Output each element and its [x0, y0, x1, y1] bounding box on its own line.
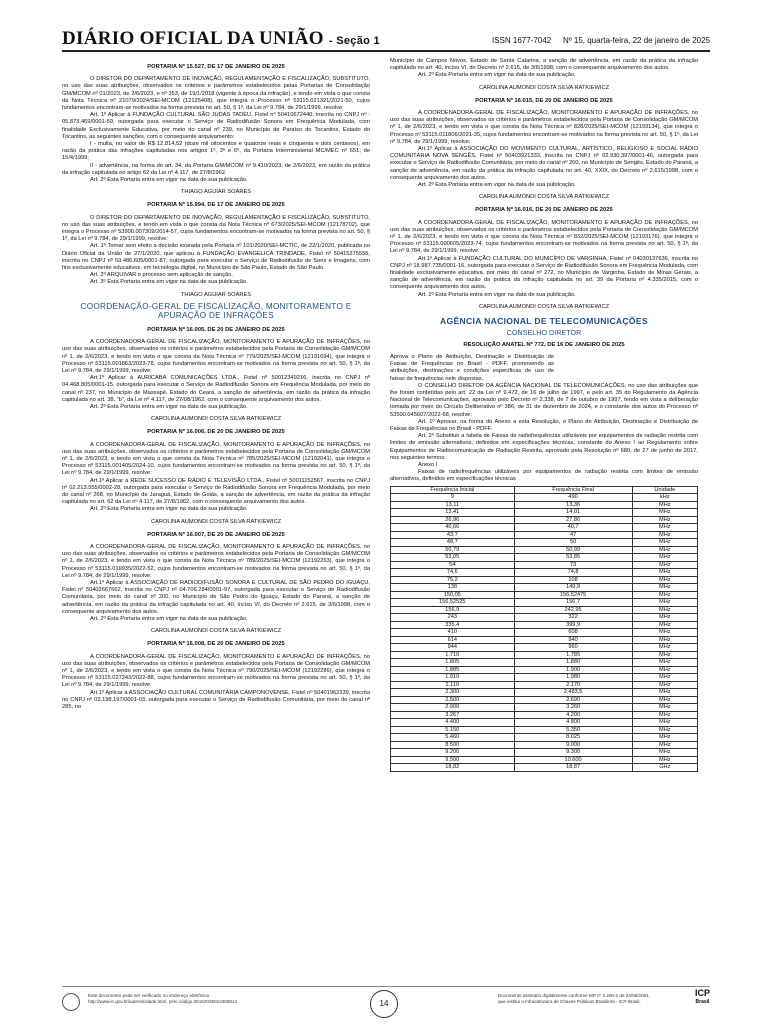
table-row — [391, 561, 698, 569]
signature: CAROLINA AUMONDI COSTA SILVA RATKIEWICZ — [150, 518, 282, 525]
table-row — [391, 734, 698, 742]
start-frequency-cell: 43,7 — [391, 531, 515, 539]
table-row — [391, 666, 698, 674]
paragraph: Art.1º Aplicar à REDE SUCESSO DE RÁDIO E TELEVISÃO LTDA., Fistel nº 50011152567, inscrita no CNPJ nº 02.213.555/0002-28, outorgada para executar o Serviço de Radiodifusão Sonora em Frequência Modulada, por meio do canal nº 268, no Município de Jaraguá, Estado de Goiás, a sanção de advertência, em razão da prática da infração capitulada no art. 62 da Lei nº 4.117, de 27/8/1962, com o consequente arquivamento dos autos. — [62, 477, 370, 506]
unit-cell: MHz — [632, 704, 697, 712]
page-footer — [62, 986, 710, 1017]
unit-cell: MHz — [632, 606, 697, 614]
end-frequency-cell: 50 — [514, 539, 632, 547]
table-row — [391, 726, 698, 734]
portaria-title: PORTARIA Nº 15.527, DE 17 DE JANEIRO DE 2025 — [147, 64, 285, 70]
paragraph: O DIRETOR DO DEPARTAMENTO DE INOVAÇÃO, REGULAMENTAÇÃO E FISCALIZAÇÃO, SUBSTITUTO, no uso das suas atribuições, observados os critérios e parâmetros estabelecidos pelas Portarias de Consolidação GM/MCOM nº 01/2023, de 2/6/2023, e nº 353, de 19/1/2018 (vigente à época da infração), e tendo em vista o que consta da Nota Técnica nº 21079/2024/SEI-MCOM (12125408), que integra o Processo nº 53115.021321/2021-50, cujos fundamentos encontram-se motivados na forma prevista no art. 50, § 1º, da Lei nº 9.784, de 29/1/1999, resolve: — [62, 76, 370, 112]
table-row — [391, 524, 698, 532]
section-label: - Seção 1 — [328, 35, 380, 47]
start-frequency-cell: 2.110 — [391, 681, 515, 689]
end-frequency-cell: 8.025 — [514, 734, 632, 742]
start-frequency-cell: 156,52525 — [391, 599, 515, 607]
unit-cell: MHz — [632, 561, 697, 569]
table-row — [391, 621, 698, 629]
table-row — [391, 501, 698, 509]
unit-cell: MHz — [632, 516, 697, 524]
unit-cell: MHz — [632, 636, 697, 644]
portaria-title: PORTARIA Nº 16.008, DE 20 DE JANEIRO DE 2025 — [147, 641, 285, 648]
end-frequency-cell: 74,8 — [514, 569, 632, 577]
start-frequency-cell: 9 — [391, 494, 515, 502]
unit-cell: MHz — [632, 621, 697, 629]
start-frequency-cell: 150,05 — [391, 591, 515, 599]
paragraph: A COORDENADORA-GERAL DE FISCALIZAÇÃO, MONITORAMENTO E APURAÇÃO DE INFRAÇÕES, no uso das suas atribuições, observados os critérios e parâmetros estabelecidos pela Portaria de Consolidação GM/MCOM nº 1, de 2/6/2023, e tendo em vista o que consta da Nota Técnica nº 790/2025/SEI-MCOM (12192286), que integra o Processo nº 53115.027243/2022-88, cujos fundamentos encontram-se motivados na forma prevista no art. 50, § 1º, da Lei nº 9.784, de 29/1/1999, resolve: — [62, 653, 370, 689]
signature: CAROLINA AUMONDI COSTA SILVA RATKIEWICZ — [478, 194, 610, 201]
table-row — [391, 591, 698, 599]
end-frequency-cell: 108 — [514, 576, 632, 584]
start-frequency-cell: 9.500 — [391, 756, 515, 764]
paragraph: A COORDENADORA-GERAL DE FISCALIZAÇÃO, MONITORAMENTO E APURAÇÃO DE INFRAÇÕES, no uso das suas atribuições, observados os critérios e parâmetros estabelecidos pela Portaria de Consolidação GM/MCOM nº 1, de 2/6/2023, e tendo em vista o que consta da Nota Técnica nº 828/2025/SEI-MCOM (12193134), que integra o Processo nº 53115.011806/2021-35, cujos fundamentos encontram-se motivados na forma prevista no art. 50, § 1º, da Lei nº 9.784, de 29/1/1999, resolve: — [390, 110, 698, 145]
right-column — [390, 58, 698, 772]
table-row — [391, 554, 698, 562]
table-row — [391, 681, 698, 689]
resolution-summary: Aprova o Plano de Atribuição, Destinação e Distribuição de Faixas de Frequências no Brasil - PDFF, promovendo as atribuições, destinações e condições específicas de uso de faixas de frequências nele dispostas. — [390, 354, 554, 382]
end-frequency-cell: 2.170 — [514, 681, 632, 689]
paragraph: Art. 2º Esta Portaria entra em vigor na data de sua publicação. — [90, 177, 248, 184]
start-frequency-cell: 243 — [391, 614, 515, 622]
paragraph: Art. 2º Esta Portaria entra em vigor na data de sua publicação. — [90, 403, 248, 410]
signature-note — [498, 993, 650, 1005]
unit-cell: MHz — [632, 741, 697, 749]
start-frequency-cell: 410 — [391, 629, 515, 637]
paragraph: A COORDENADORA-GERAL DE FISCALIZAÇÃO, MONITORAMENTO E APURAÇÃO DE INFRAÇÕES, no uso das suas atribuições, observados os critérios e parâmetros estabelecidos pela Portaria de Consolidação GM/MCOM nº 1, de 2/6/2023, e tendo em vista o que consta da Nota Técnica nº 785/2025/SEI-MCOM (12192041), que integra o Processo nº 53115.001405/2024-10, cujos fundamentos encontram-se motivados na forma prevista no art. 50, § 1º, da Lei nº 9.784, de 29/1/1999, resolve: — [62, 441, 370, 477]
table-row — [391, 614, 698, 622]
start-frequency-cell: 26,96 — [391, 516, 515, 524]
unit-cell: MHz — [632, 599, 697, 607]
start-frequency-cell: 156,9 — [391, 606, 515, 614]
signature: CAROLINA AUMONDI COSTA SILVA RATKIEWICZ — [150, 628, 282, 635]
start-frequency-cell: 74,6 — [391, 569, 515, 577]
unit-cell: MHz — [632, 674, 697, 682]
table-header-row — [391, 486, 698, 494]
end-frequency-cell: 2.483,5 — [514, 689, 632, 697]
paragraph: Art. 2º ARQUIVAR o processo sem aplicação de sanção. — [90, 272, 233, 279]
table-row — [391, 629, 698, 637]
end-frequency-cell: 9.000 — [514, 741, 632, 749]
column-header: Frequência Inicial — [391, 486, 515, 494]
signature-note-line: Documento assinado digitalmente conforme MP nº 2.200-2 de 24/08/2001, — [498, 993, 651, 998]
paragraph: Art.1º Aplicar à AURICABA COMUNICAÇÕES LTDA., Fistel nº 50012349216, inscrita no CNPJ nº 04.468.805/0001-15, outorgada para executar o Serviço de Radiodifusão Sonora em Frequência Modulada, por meio do canal nº 237, no Município de Massapê, Estado do Ceará, a sanção de advertência, em razão da prática da infração capitulada no art. 38, "b", da Lei nº 4.117, de 27/08/1962, com o consequente arquivamento dos autos. — [62, 375, 370, 403]
paragraph: II - advertência, na forma do art. 34, da Portaria GM/MCOM nº 9.410/2023, de 2/6/2023, em razão da prática da infração capitulada no artigo 62 da Lei nº 4.117, de 27/8/1962. — [62, 162, 370, 176]
unit-cell: MHz — [632, 524, 697, 532]
table-row — [391, 576, 698, 584]
unit-cell: MHz — [632, 576, 697, 584]
end-frequency-cell: 5.350 — [514, 726, 632, 734]
unit-cell: MHz — [632, 591, 697, 599]
end-frequency-cell: 1.980 — [514, 674, 632, 682]
signature: THIAGO AGUIAR SOARES — [180, 189, 252, 196]
end-frequency-cell: 960 — [514, 644, 632, 652]
unit-cell: MHz — [632, 689, 697, 697]
start-frequency-cell: 2.900 — [391, 704, 515, 712]
annex-label: Anexo I — [418, 462, 438, 469]
end-frequency-cell: 50,99 — [514, 546, 632, 554]
end-frequency-cell: 149,9 — [514, 584, 632, 592]
unit-cell: MHz — [632, 711, 697, 719]
unit-cell: MHz — [632, 726, 697, 734]
start-frequency-cell: 2.500 — [391, 696, 515, 704]
unit-cell: MHz — [632, 644, 697, 652]
table-row — [391, 651, 698, 659]
end-frequency-cell: 4.800 — [514, 719, 632, 727]
start-frequency-cell: 3.267 — [391, 711, 515, 719]
paragraph: Art. 3º Esta Portaria entra em vigor na data de sua publicação. — [90, 279, 248, 286]
paragraph: A COORDENADORA-GERAL DE FISCALIZAÇÃO, MONITORAMENTO E APURAÇÃO DE INFRAÇÕES, no uso das suas atribuições, observados os critérios e parâmetros estabelecidos pela Portaria de Consolidação GM/MCOM nº 1, de 2/6/2023, e tendo em vista o que consta da Nota Técnica nº 789/2025/SEI-MCOM (12192263), que integra o Processo nº 53115.019935/2022-52, cujos fundamentos encontram-se motivados na forma prevista no art. 50, § 1º, da Lei nº 9.784, de 29/1/1999, resolve: — [62, 543, 370, 579]
start-frequency-cell: 50,79 — [391, 546, 515, 554]
verification-link[interactable]: http://www.in.gov.br/autenticidade.html, pelo código 05152025012200014 — [88, 999, 238, 1004]
unit-cell: MHz — [632, 659, 697, 667]
table-row — [391, 606, 698, 614]
resolution-title: RESOLUÇÃO ANATEL Nº 772, DE 16 DE JANEIRO DE 2025 — [463, 341, 625, 348]
table-row — [391, 539, 698, 547]
end-frequency-cell: 156,7 — [514, 599, 632, 607]
start-frequency-cell: 1.805 — [391, 659, 515, 667]
end-frequency-cell: 47 — [514, 531, 632, 539]
icp-brasil-logo — [695, 989, 710, 1007]
table-row — [391, 764, 698, 772]
table-row — [391, 756, 698, 764]
end-frequency-cell: 156,52475 — [514, 591, 632, 599]
paragraph: Art. 2º Esta Portaria entra em vigor na data de sua publicação. — [90, 506, 248, 513]
paragraph: I - multa, no valor de R$ 12.814,52 (doze mil oitocentos e quatorze reais e cinquenta e dois centavos), em razão da prática das infrações capituladas nos artigos 1º, 3º e 6º, da Portaria Interministerial MC/MEC nº 651, de 15/4/1999; — [62, 141, 370, 162]
signature: CAROLINA AUMONDI COSTA SILVA RATKIEWICZ — [478, 84, 610, 91]
unit-cell: MHz — [632, 629, 697, 637]
table-row — [391, 516, 698, 524]
unit-cell: MHz — [632, 539, 697, 547]
unit-cell: MHz — [632, 719, 697, 727]
paragraph: Art. 2º Substituir a tabela de Faixas de radiofrequências utilizáveis por equipamentos de radiação restrita com limites de emissão alternativos, definidos em especificações técnicas, constante do Anexo I ao Regulamento sobre Equipamentos de Radiocomunicação de Radiação Restrita, aprovado pela Resolução nº 680, de 27 de junho de 2017, nos seguintes termos: — [390, 433, 698, 461]
end-frequency-cell: 53,85 — [514, 554, 632, 562]
verification-line: Este documento pode ser verificado no endereço eletrônico — [88, 993, 210, 998]
table-row — [391, 719, 698, 727]
edition-date: Nº 15, quarta-feira, 22 de janeiro de 2025 — [562, 36, 710, 45]
table-row — [391, 659, 698, 667]
paragraph: Art.1º Aplicar à ASSOCIAÇÃO DE RADIODIFUSÃO SONORA E CULTURAL DE SÃO PEDRO DO IGUAÇU, Fistel nº 50402667662, inscrita no CNPJ nº 04.706.284/0001-97, outorgada para executar o Serviço de Radiodifusão Comunitária, por meio do canal nº 200, no Município de São Pedro do Iguaçu, Estado do Paraná, a sanção de advertência, em razão da prática da infração capitulada no art. 40, inciso VI, do Decreto nº 2.615, de 3/6/1998, com o consequente arquivamento dos autos. — [62, 579, 370, 615]
signature: CAROLINA AUMONDI COSTA SILVA RATKIEWICZ — [478, 303, 610, 310]
unit-cell: MHz — [632, 546, 697, 554]
portaria-title: PORTARIA Nº 16.006, DE 20 DE JANEIRO DE 2025 — [147, 429, 285, 436]
paragraph: Art. 2º Esta Portaria entra em vigor na data de sua publicação. — [418, 72, 576, 79]
portaria-title: PORTARIA Nº 15.994, DE 17 DE JANEIRO DE 2025 — [147, 202, 285, 209]
start-frequency-cell: 9.200 — [391, 749, 515, 757]
unit-cell: MHz — [632, 734, 697, 742]
paragraph: O CONSELHO DIRETOR DA AGÊNCIA NACIONAL DE TELECOMUNICAÇÕES, no uso das atribuições que lhe foram conferidas pelo art. 22 da Lei nº 9.472, de 16 de julho de 1997, e pelo art. 35 do Regulamento da Agência Nacional de Telecomunicações, aprovado pelo Decreto nº 2.338, de 7 de outubro de 1997, tendo em vista a deliberação tomada por meio do Circuito Deliberativo nº 386, de 31 de dezembro de 2024, e o constante dos autos do Processo nº 53500.045607/2022-68, resolve: — [390, 382, 698, 418]
signature-note-line: que institui a Infraestrutura de Chaves Públicas Brasileira - ICP-Brasil. — [498, 999, 641, 1004]
start-frequency-cell: 1.910 — [391, 674, 515, 682]
table-row — [391, 546, 698, 554]
paragraph: A COORDENADORA-GERAL DE FISCALIZAÇÃO, MONITORAMENTO E APURAÇÃO DE INFRAÇÕES, no uso das suas atribuições, observados os critérios e parâmetros estabelecidos pela Portaria de Consolidação GM/MCOM nº 1, de 2/6/2023, e tendo em vista o que consta da Nota Técnica nº 832/2025/SEI-MCOM (12193176), que integra o Processo nº 53115.000605/2023-74, cujos fundamentos encontram-se motivados na forma prevista no art. 50, § 1º, da Lei nº 9.784, de 29/1/1999, resolve: — [390, 219, 698, 255]
start-frequency-cell: 54 — [391, 561, 515, 569]
end-frequency-cell: 4.200 — [514, 711, 632, 719]
table-row — [391, 509, 698, 517]
end-frequency-cell: 1.880 — [514, 659, 632, 667]
column-header: Frequência Final — [514, 486, 632, 494]
table-row — [391, 531, 698, 539]
annex-description: Faixas de radiofrequências utilizáveis por equipamentos de radiação restrita com limites de emissão alternativos, definidos em especificações técnicas — [390, 469, 698, 483]
paragraph: Art. 2º Esta Portaria entra em vigor na data de sua publicação. — [90, 616, 248, 622]
end-frequency-cell: 73 — [514, 561, 632, 569]
table-row — [391, 741, 698, 749]
page-header — [62, 28, 710, 52]
portaria-title: PORTARIA Nº 16.007, DE 20 DE JANEIRO DE 2025 — [147, 531, 285, 538]
end-frequency-cell: 399,9 — [514, 621, 632, 629]
paragraph: A COORDENADORA-GERAL DE FISCALIZAÇÃO, MONITORAMENTO E APURAÇÃO DE INFRAÇÕES, no uso das suas atribuições, observados os critérios e parâmetros estabelecidos pela Portaria de Consolidação GM/MCOM nº 1, de 2/6/2023, e tendo em vista o que consta da Nota Técnica nº 779/2025/SEI-MCOM (12191694), que integra o Processo nº 53115.001863/2023-78, cujos fundamentos encontram-se motivados na forma prevista no art. 50, § 1º, da Lei nº 9.784, de 29/1/1999, resolve: — [62, 339, 370, 374]
end-frequency-cell: 13,36 — [514, 501, 632, 509]
end-frequency-cell: 608 — [514, 629, 632, 637]
end-frequency-cell: 1.900 — [514, 666, 632, 674]
unit-cell: MHz — [632, 531, 697, 539]
left-column — [62, 58, 370, 711]
table-row — [391, 569, 698, 577]
section-heading: COORDENAÇÃO-GERAL DE FISCALIZAÇÃO, MONITORAMENTO E APURAÇÃO DE INFRAÇÕES — [80, 301, 352, 321]
start-frequency-cell: 4.400 — [391, 719, 515, 727]
unit-cell: MHz — [632, 651, 697, 659]
start-frequency-cell: 5.460 — [391, 734, 515, 742]
paragraph: O DIRETOR DO DEPARTAMENTO DE INOVAÇÃO, REGULAMENTAÇÃO E FISCALIZAÇÃO, SUBSTITUTO, no uso das suas atribuições, e tendo em vista o que consta da Nota Técnica nº 673/2025/SEI-MCOM (12178702), que integra o Processo nº 53900.007309/2014-57, cujos fundamentos encontram-se motivados na forma prevista no art. 50, § 1º, da Lei nº 9.784, de 29/1/1999, resolve: — [62, 214, 370, 243]
start-frequency-cell: 944 — [391, 644, 515, 652]
unit-cell: MHz — [632, 554, 697, 562]
unit-cell: MHz — [632, 501, 697, 509]
paragraph: Art.1º Aplicar à FUNDAÇÃO CULTURAL DO MUNICÍPIO DE VARGINHA, Fistel nº 04030137636, inscrita no CNPJ nº 18.987.735/0001-16, outorgada para executar o Serviço de Radiodifusão Sonora em Frequência Modulada, com finalidade exclusivamente educativa, por meio do canal nº 272, no Município de Varginha, Estado de Minas Gerais, a sanção de advertência, em razão da prática da infração capitulada no art. 39 da Portaria nº 4.335/2015, com o consequente arquivamento dos autos. — [390, 255, 698, 291]
paragraph: Art. 2º Esta Portaria entra em vigor na data de sua publicação. — [418, 182, 576, 189]
end-frequency-cell: 10.600 — [514, 756, 632, 764]
table-body — [391, 494, 698, 772]
start-frequency-cell: 138 — [391, 584, 515, 592]
portaria-title: PORTARIA Nº 16.016, DE 20 DE JANEIRO DE 2025 — [475, 207, 613, 214]
start-frequency-cell: 48,7 — [391, 539, 515, 547]
table-row — [391, 689, 698, 697]
start-frequency-cell: 5.150 — [391, 726, 515, 734]
paragraph: Art. 1º Aprovar, na forma do Anexo a esta Resolução, o Plano de Atribuição, Destinação e Distribuição de Faixas de Frequências no Brasil - PDFF. — [390, 418, 698, 433]
end-frequency-cell: 9.300 — [514, 749, 632, 757]
frequency-table — [390, 486, 698, 772]
table-row — [391, 644, 698, 652]
start-frequency-cell: 335,4 — [391, 621, 515, 629]
start-frequency-cell: 13,41 — [391, 509, 515, 517]
unit-cell: MHz — [632, 584, 697, 592]
unit-cell: MHz — [632, 696, 697, 704]
agency-heading: AGÊNCIA NACIONAL DE TELECOMUNICAÇÕES — [440, 316, 648, 327]
start-frequency-cell: 75,2 — [391, 576, 515, 584]
end-frequency-cell: 27,86 — [514, 516, 632, 524]
table-row — [391, 494, 698, 502]
issn: ISSN 1677-7042 — [492, 36, 552, 45]
start-frequency-cell: 2.300 — [391, 689, 515, 697]
table-row — [391, 584, 698, 592]
signature: THIAGO AGUIAR SOARES — [180, 291, 252, 298]
end-frequency-cell: 490 — [514, 494, 632, 502]
table-row — [391, 704, 698, 712]
table-row — [391, 711, 698, 719]
unit-cell: MHz — [632, 666, 697, 674]
end-frequency-cell: 40,7 — [514, 524, 632, 532]
signature: CAROLINA AUMONDI COSTA SILVA RATKIEWICZ — [150, 416, 282, 423]
coat-of-arms-icon — [62, 993, 80, 1011]
end-frequency-cell: 14,01 — [514, 509, 632, 517]
unit-cell: MHz — [632, 569, 697, 577]
end-frequency-cell: 322 — [514, 614, 632, 622]
start-frequency-cell: 614 — [391, 636, 515, 644]
paragraph: Município de Campos Novos, Estado de Santa Catarina, a sanção de advertência, em razão da prática da infração capitulada no art. 40, inciso VI, do Decreto nº 2.615, de 3/6/1998, com o consequente arquivamento dos autos. — [390, 58, 698, 72]
start-frequency-cell: 53,05 — [391, 554, 515, 562]
unit-cell: MHz — [632, 756, 697, 764]
end-frequency-cell: 940 — [514, 636, 632, 644]
start-frequency-cell: 13,11 — [391, 501, 515, 509]
end-frequency-cell: 18,87 — [514, 764, 632, 772]
start-frequency-cell: 1.710 — [391, 651, 515, 659]
unit-cell: MHz — [632, 681, 697, 689]
unit-cell: MHz — [632, 614, 697, 622]
unit-cell: GHz — [632, 764, 697, 772]
unit-cell: MHz — [632, 509, 697, 517]
start-frequency-cell: 18,82 — [391, 764, 515, 772]
unit-cell: MHz — [632, 749, 697, 757]
start-frequency-cell: 1.885 — [391, 666, 515, 674]
paragraph: Art.1º Aplicar à ASSOCIAÇÃO CULTURAL COMUNITÁRIA CAMPONOVENSE, Fistel nº 50401962339, inscrita no CNPJ nº 03.198.197/0001-03, outorgada para executar o Serviço de Radiodifusão Comunitária, por meio do canal nº 285, no — [62, 689, 370, 711]
portaria-title: PORTARIA Nº 16.005, DE 20 DE JANEIRO DE 2025 — [147, 326, 285, 333]
table-row — [391, 636, 698, 644]
council-heading: CONSELHO DIRETOR — [506, 327, 582, 337]
table-row — [391, 674, 698, 682]
journal-title: DIÁRIO OFICIAL DA UNIÃO - Seção 1 — [62, 28, 380, 49]
portaria-title: PORTARIA Nº 16.015, DE 20 DE JANEIRO DE 2025 — [475, 97, 613, 104]
table-row — [391, 696, 698, 704]
table-row — [391, 599, 698, 607]
start-frequency-cell: 40,66 — [391, 524, 515, 532]
unit-cell: kHz — [632, 494, 697, 502]
end-frequency-cell: 3.260 — [514, 704, 632, 712]
start-frequency-cell: 8.500 — [391, 741, 515, 749]
end-frequency-cell: 2.690 — [514, 696, 632, 704]
paragraph: Art. 1º Tornar sem efeito a decisão exarada pela Portaria nº 101/2020/SEI-MCTIC, de 22/1/2020, publicada no Diário Oficial da União de 27/1/2020, que aplicou à FUNDAÇÃO EVANGÉLICA TRINDADE, Fistel nº 50415275555, inscrita no CNPJ nº 59.486.605/0001-87, outorgada para executar o Serviço de Radiodifusão de Sons e Imagens, com fins exclusivamente educativos, em tecnologia digital, no Município de São Paulo, Estado de São Paulo. — [62, 243, 370, 272]
page-number: 14 — [370, 990, 398, 1018]
icp-logo-bottom: Brasil — [695, 999, 710, 1005]
column-header: Unidade — [632, 486, 697, 494]
icp-logo-top: ICP — [694, 988, 710, 998]
end-frequency-cell: 242,95 — [514, 606, 632, 614]
table-row — [391, 749, 698, 757]
paragraph: Art. 2º Esta Portaria entra em vigor na data de sua publicação. — [418, 291, 576, 298]
paragraph: Art. 1º Aplicar à FUNDAÇÃO CULTURAL SÃO JUDAS TADEU, Fistel nº 50410672440, inscrita no CNPJ nº : 05.873.469/0001-59, outorgada para executar o Serviço de Radiodifusão Sonora em Frequência Modulada, com finalidade Exclusivamente Educativa, por meio do canal nº 239, no Município de Paraíso do Tocantins, Estado do Tocantins, as seguintes sanções, com o consequente arquivamento: — [62, 112, 370, 140]
paragraph: Art.1º Aplicar à ASSOCIAÇÃO DO MOVIMENTO CULTURAL, ARTÍSTICO, RELIGIOSO E SOCIAL RÁDIO COMUNITÁRIA NOVA SENGÊS, Fistel nº 50403921333, inscrita no CNPJ nº 02.930.397/0001-46, outorgada para executar o Serviço de Radiodifusão Comunitária, por meio do canal nº 200, no Município de Sengês, Estado do Paraná, a sanção de advertência, em razão da prática da infração capitulada no art. 40, XXIX, do Decreto nº 2.615/1998, com o consequente arquivamento dos autos. — [390, 146, 698, 181]
end-frequency-cell: 1.785 — [514, 651, 632, 659]
verification-note — [88, 993, 237, 1005]
